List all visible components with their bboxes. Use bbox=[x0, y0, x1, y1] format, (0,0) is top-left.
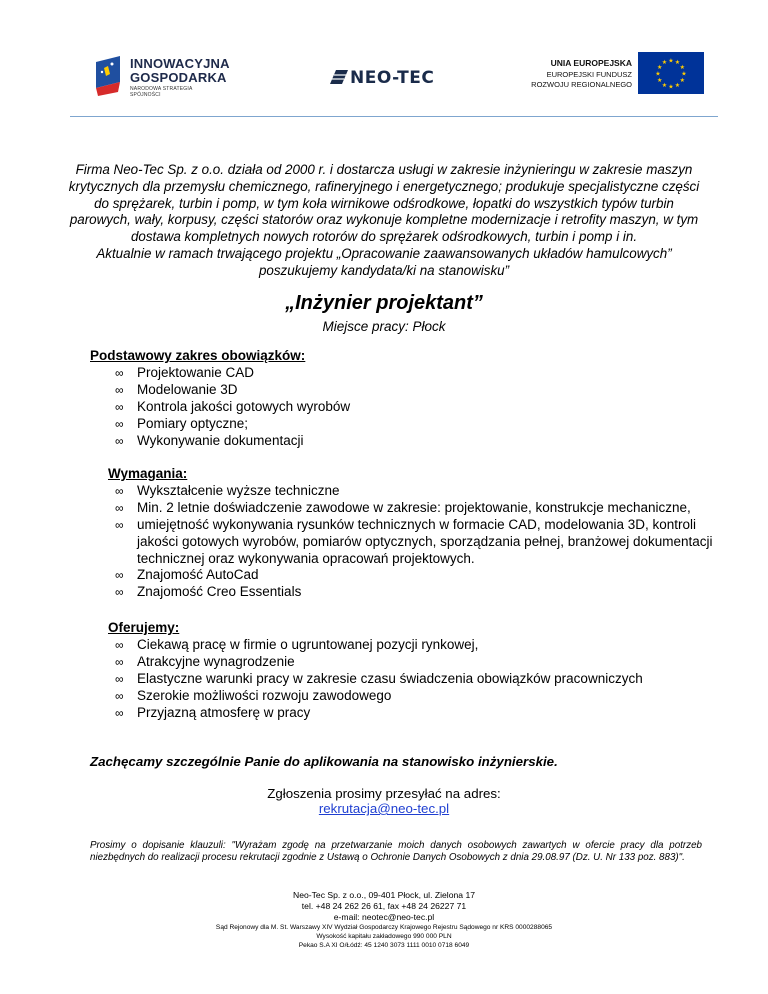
footer-krs: Sąd Rejonowy dla M. St. Warszawy XIV Wydział Gospodarczy Krajowego Rejestru Sądowego nr KRS 0000288065 bbox=[215, 924, 553, 931]
logo-left-line1: INNOWACYJNA bbox=[130, 56, 230, 71]
eu-star-icon: ★ bbox=[674, 82, 681, 89]
eu-star-icon: ★ bbox=[668, 58, 674, 65]
list-item: ∞ Wykonywanie dokumentacji bbox=[115, 432, 304, 448]
eu-fund-logo bbox=[522, 44, 712, 100]
footer-capital: Wysokość kapitału zakładowego 990 000 PLN bbox=[316, 933, 452, 940]
bullet-icon: ∞ bbox=[115, 585, 124, 600]
innowacyjna-gospodarka-logo bbox=[92, 50, 230, 100]
requirements-heading: Wymagania: bbox=[108, 466, 188, 481]
eu-star-icon: ★ bbox=[674, 60, 681, 67]
bullet-icon: ∞ bbox=[115, 671, 124, 686]
encouragement-note: Zachęcamy szczególnie Panie do aplikowania na stanowisko inżynierskie. bbox=[90, 754, 558, 769]
eu-star-icon: ★ bbox=[655, 71, 661, 78]
eu-flag-icon bbox=[638, 52, 704, 94]
bullet-icon: ∞ bbox=[115, 500, 124, 515]
eu-line1: UNIA EUROPEJSKA bbox=[550, 58, 632, 68]
bullet-icon: ∞ bbox=[115, 654, 124, 669]
bullet-icon: ∞ bbox=[115, 705, 124, 720]
eu-star-icon: ★ bbox=[679, 65, 685, 71]
eu-star-icon: ★ bbox=[668, 84, 674, 91]
bullet-icon: ∞ bbox=[115, 517, 124, 532]
list-item: ∞ Przyjazną atmosferę w pracy bbox=[115, 704, 311, 720]
list-item: ∞ Kontrola jakości gotowych wyrobów bbox=[115, 398, 351, 414]
scope-section bbox=[90, 348, 710, 449]
footer-email: e-mail: neotec@neo-tec.pl bbox=[333, 912, 435, 922]
eu-star-icon: ★ bbox=[657, 78, 663, 84]
gdpr-clause: Prosimy o dopisanie klauzuli: "Wyrażam zgodę na przetwarzanie moich danych osobowych zawartych w ofercie pracy dla potrzeb niezbędnych do realizacji procesu rekrutacji zgodnie z Ustawą o Ochronie Danych Osobowych z dnia 29.08.97 (Dz. U. Nr 133 poz. 883)". bbox=[90, 840, 702, 863]
eu-line3: ROZWOJU REGIONALNEGO bbox=[531, 80, 632, 89]
list-item: ∞ Pomiary optyczne; bbox=[115, 415, 249, 431]
list-item: ∞ Projektowanie CAD bbox=[115, 364, 255, 380]
eu-star-icon: ★ bbox=[679, 78, 685, 84]
bullet-icon: ∞ bbox=[115, 399, 124, 414]
eu-star-icon: ★ bbox=[657, 65, 663, 71]
neo-tec-logo bbox=[328, 68, 453, 90]
list-item: ∞ Min. 2 letnie doświadczenie zawodowe w zakresie: projektowanie, konstrukcje mechaniczne, bbox=[115, 499, 691, 515]
scope-heading: Podstawowy zakres obowiązków: bbox=[90, 348, 306, 363]
list-item: ∞ Znajomość AutoCad bbox=[115, 567, 259, 583]
list-item: ∞ Elastyczne warunki pracy w zakresie czasu świadczenia obowiązków pracowniczych bbox=[115, 670, 643, 686]
list-item: ∞ Atrakcyjne wynagrodzenie bbox=[115, 653, 295, 669]
apply-email-link[interactable]: rekrutacja@neo-tec.pl bbox=[318, 801, 450, 816]
flag-logo-icon bbox=[92, 52, 124, 96]
bullet-icon: ∞ bbox=[115, 433, 124, 448]
logo-left-line3: NARODOWA STRATEGIA SPÓJNOŚCI bbox=[130, 86, 193, 98]
eu-star-icon: ★ bbox=[661, 60, 668, 67]
intro-line: do sprężarek, turbin i pomp, w tym koła wirnikowe odśrodkowe, łopatki do wszystkich typów turbin bbox=[94, 195, 674, 211]
eu-line2: EUROPEJSKI FUNDUSZ bbox=[546, 70, 632, 79]
intro-line: poszukujemy kandydata/ki na stanowisku” bbox=[258, 262, 510, 278]
neo-tec-mark-icon bbox=[328, 70, 348, 84]
intro-line: krytycznych dla przemysłu chemicznego, rafineryjnego i energetycznego; produkuje specjalistyczne części bbox=[68, 178, 700, 194]
bullet-icon: ∞ bbox=[115, 382, 124, 397]
neo-tec-name: NEO-TEC bbox=[350, 68, 435, 88]
job-title: „Inżynier projektant” bbox=[285, 292, 483, 314]
footer-address: Neo-Tec Sp. z o.o., 09-401 Płock, ul. Zielona 17 bbox=[293, 890, 475, 900]
logo-left-line2: GOSPODARKA bbox=[130, 70, 227, 85]
company-intro bbox=[62, 162, 706, 280]
header-divider bbox=[70, 116, 718, 117]
intro-line: parowych, wały, korpusy, części statorów oraz wykonuje kompletne modernizacje i retrofity maszyn, w tym bbox=[69, 212, 699, 228]
list-item: ∞ Wykształcenie wyższe techniczne bbox=[115, 482, 340, 498]
bullet-icon: ∞ bbox=[115, 688, 124, 703]
bullet-icon: ∞ bbox=[115, 483, 124, 498]
footer-phone: tel. +48 24 262 26 61, fax +48 24 26227 71 bbox=[301, 901, 467, 911]
intro-line: Firma Neo-Tec Sp. z o.o. działa od 2000 r. i dostarcza usługi w zakresie inżynieringu w zakresie maszyn bbox=[75, 162, 693, 177]
page-header bbox=[0, 0, 768, 118]
intro-line: Aktualnie w ramach trwającego projektu „Opracowanie zaawansowanych układów hamulcowych” bbox=[96, 245, 672, 261]
company-footer bbox=[0, 890, 768, 950]
apply-text: Zgłoszenia prosimy przesyłać na adres: bbox=[267, 786, 501, 801]
bullet-icon: ∞ bbox=[115, 568, 124, 583]
list-item: ∞ Ciekawą pracę w firmie o ugruntowanej pozycji rynkowej, bbox=[115, 636, 479, 652]
bullet-icon: ∞ bbox=[115, 365, 124, 380]
list-item: ∞ Szerokie możliwości rozwoju zawodowego bbox=[115, 687, 392, 703]
apply-block bbox=[0, 786, 768, 816]
eu-star-icon: ★ bbox=[661, 82, 668, 89]
bullet-icon: ∞ bbox=[115, 416, 124, 431]
list-item: ∞ Znajomość Creo Essentials bbox=[115, 584, 302, 600]
offer-section bbox=[108, 620, 728, 721]
bullet-icon: ∞ bbox=[115, 637, 124, 652]
footer-bank: Pekao S.A XI O/Łódź: 45 1240 3073 1111 0010 0718 6049 bbox=[298, 942, 470, 949]
job-location: Miejsce pracy: Płock bbox=[322, 319, 446, 334]
offer-heading: Oferujemy: bbox=[108, 620, 180, 635]
requirements-section bbox=[108, 466, 728, 601]
intro-line: dostawa kompletnych nowych rotorów do sprężarek odśrodkowych, turbin i pomp i in. bbox=[130, 229, 638, 245]
list-item: ∞ Modelowanie 3D bbox=[115, 381, 238, 397]
eu-star-icon: ★ bbox=[681, 71, 687, 78]
list-item: ∞ umiejętność wykonywania rysunków technicznych w formacie CAD, modelowania 3D, kontroli jakości gotowych wyrobów, pomiarów optycznych, sporządzania pełnej, branżowej dokumentacji technicznej oraz wykonywania opracowań projektowych. bbox=[115, 516, 713, 566]
